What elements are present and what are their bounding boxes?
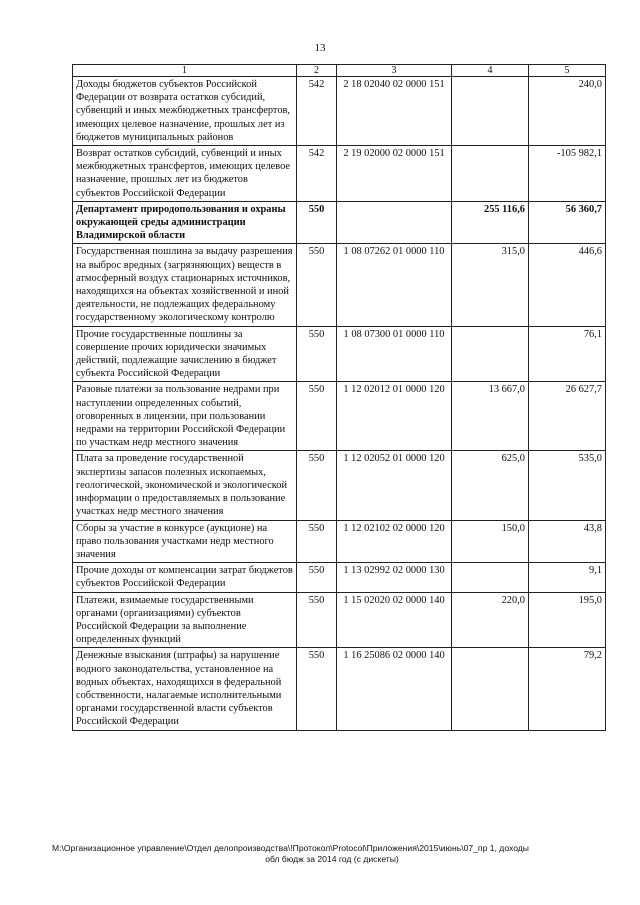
row-actual-amount: 76,1 <box>529 326 606 382</box>
row-plan-amount <box>452 563 529 592</box>
row-admin-code: 542 <box>297 146 337 202</box>
row-admin-code: 550 <box>297 451 337 520</box>
footer-line-1: M:\Организационное управление\Отдел делопроизводства\!Протокол\Protocol\Приложения\2015\июнь\07_пр 1, доходы <box>52 843 529 853</box>
row-actual-amount: 43,8 <box>529 520 606 563</box>
row-actual-amount: 446,6 <box>529 244 606 326</box>
page-number: 13 <box>314 42 326 54</box>
row-admin-code: 550 <box>297 563 337 592</box>
header-col-2: 2 <box>297 65 337 77</box>
row-description: Государственная пошлина за выдачу разрешения на выброс вредных (загрязняющих) веществ в атмосферный воздух стационарных источников, находящихся на объектах хозяйственной и иной деятельности, не подлежащих федеральному государственному экологическому контролю <box>73 244 297 326</box>
row-plan-amount: 150,0 <box>452 520 529 563</box>
row-description: Разовые платежи за пользование недрами при наступлении определенных событий, оговоренных в лицензии, при пользовании недрами на территории Российской Федерации по участкам недр местного значения <box>73 382 297 451</box>
row-plan-amount <box>452 77 529 146</box>
row-description: Департамент природопользования и охраны окружающей среды администрации Владимирской области <box>73 201 297 244</box>
table-row <box>73 146 606 202</box>
row-admin-code: 550 <box>297 520 337 563</box>
row-admin-code: 550 <box>297 244 337 326</box>
row-plan-amount: 13 667,0 <box>452 382 529 451</box>
row-actual-amount: 240,0 <box>529 77 606 146</box>
row-actual-amount: 535,0 <box>529 451 606 520</box>
table-row <box>73 77 606 146</box>
row-description: Денежные взыскания (штрафы) за нарушение водного законодательства, установленное на водных объектах, находящихся в федеральной собственности, налагаемые исполнительными органами государственной власти субъектов Российской Федерации <box>73 648 297 730</box>
table-row <box>73 520 606 563</box>
table-row <box>73 648 606 730</box>
row-admin-code: 550 <box>297 201 337 244</box>
row-actual-amount: -105 982,1 <box>529 146 606 202</box>
row-plan-amount: 255 116,6 <box>452 201 529 244</box>
row-plan-amount: 315,0 <box>452 244 529 326</box>
row-actual-amount: 26 627,7 <box>529 382 606 451</box>
row-admin-code: 550 <box>297 382 337 451</box>
row-description: Прочие государственные пошлины за совершение прочих юридически значимых действий, подлежащие зачислению в бюджет субъекта Российской Федерации <box>73 326 297 382</box>
table-row <box>73 326 606 382</box>
row-admin-code: 550 <box>297 648 337 730</box>
table-body <box>73 77 606 731</box>
row-description: Возврат остатков субсидий, субвенций и иных межбюджетных трансфертов, имеющих целевое назначение, прошлых лет из бюджетов субъектов Российской Федерации <box>73 146 297 202</box>
row-description: Сборы за участие в конкурсе (аукционе) на право пользования участками недр местного значения <box>73 520 297 563</box>
revenue-table <box>72 64 606 731</box>
row-actual-amount: 56 360,7 <box>529 201 606 244</box>
row-plan-amount: 625,0 <box>452 451 529 520</box>
row-actual-amount: 195,0 <box>529 592 606 648</box>
table-header-row <box>73 65 606 77</box>
row-admin-code: 542 <box>297 77 337 146</box>
table-row <box>73 201 606 244</box>
header-col-4: 4 <box>452 65 529 77</box>
table-row <box>73 382 606 451</box>
row-description: Прочие доходы от компенсации затрат бюджетов субъектов Российской Федерации <box>73 563 297 592</box>
header-col-3: 3 <box>337 65 452 77</box>
row-budget-code: 2 19 02000 02 0000 151 <box>337 146 452 202</box>
row-plan-amount <box>452 648 529 730</box>
row-description: Плата за проведение государственной экспертизы запасов полезных ископаемых, геологической, экономической и экологической информации о предоставляемых в пользование участках недр местного значения <box>73 451 297 520</box>
row-budget-code: 1 15 02020 02 0000 140 <box>337 592 452 648</box>
row-plan-amount <box>452 326 529 382</box>
row-budget-code: 1 12 02052 01 0000 120 <box>337 451 452 520</box>
row-description: Доходы бюджетов субъектов Российской Федерации от возврата остатков субсидий, субвенций и иных межбюджетных трансфертов, имеющих целевое назначение, прошлых лет из бюджетов муниципальных районов <box>73 77 297 146</box>
row-plan-amount <box>452 146 529 202</box>
table-row <box>73 592 606 648</box>
file-path-footer <box>52 843 612 865</box>
header-col-5: 5 <box>529 65 606 77</box>
row-admin-code: 550 <box>297 592 337 648</box>
row-description: Платежи, взимаемые государственными органами (организациями) субъектов Российской Федерации за выполнение определенных функций <box>73 592 297 648</box>
table-row <box>73 451 606 520</box>
table-row <box>73 244 606 326</box>
row-budget-code: 1 12 02102 02 0000 120 <box>337 520 452 563</box>
row-plan-amount: 220,0 <box>452 592 529 648</box>
row-budget-code: 1 08 07300 01 0000 110 <box>337 326 452 382</box>
row-budget-code: 1 16 25086 02 0000 140 <box>337 648 452 730</box>
table-row <box>73 563 606 592</box>
row-budget-code <box>337 201 452 244</box>
row-actual-amount: 9,1 <box>529 563 606 592</box>
row-budget-code: 1 12 02012 01 0000 120 <box>337 382 452 451</box>
row-budget-code: 2 18 02040 02 0000 151 <box>337 77 452 146</box>
row-budget-code: 1 13 02992 02 0000 130 <box>337 563 452 592</box>
row-admin-code: 550 <box>297 326 337 382</box>
row-actual-amount: 79,2 <box>529 648 606 730</box>
header-col-1: 1 <box>73 65 297 77</box>
row-budget-code: 1 08 07262 01 0000 110 <box>337 244 452 326</box>
footer-line-2: обл бюдж за 2014 год (с дискеты) <box>265 854 399 864</box>
